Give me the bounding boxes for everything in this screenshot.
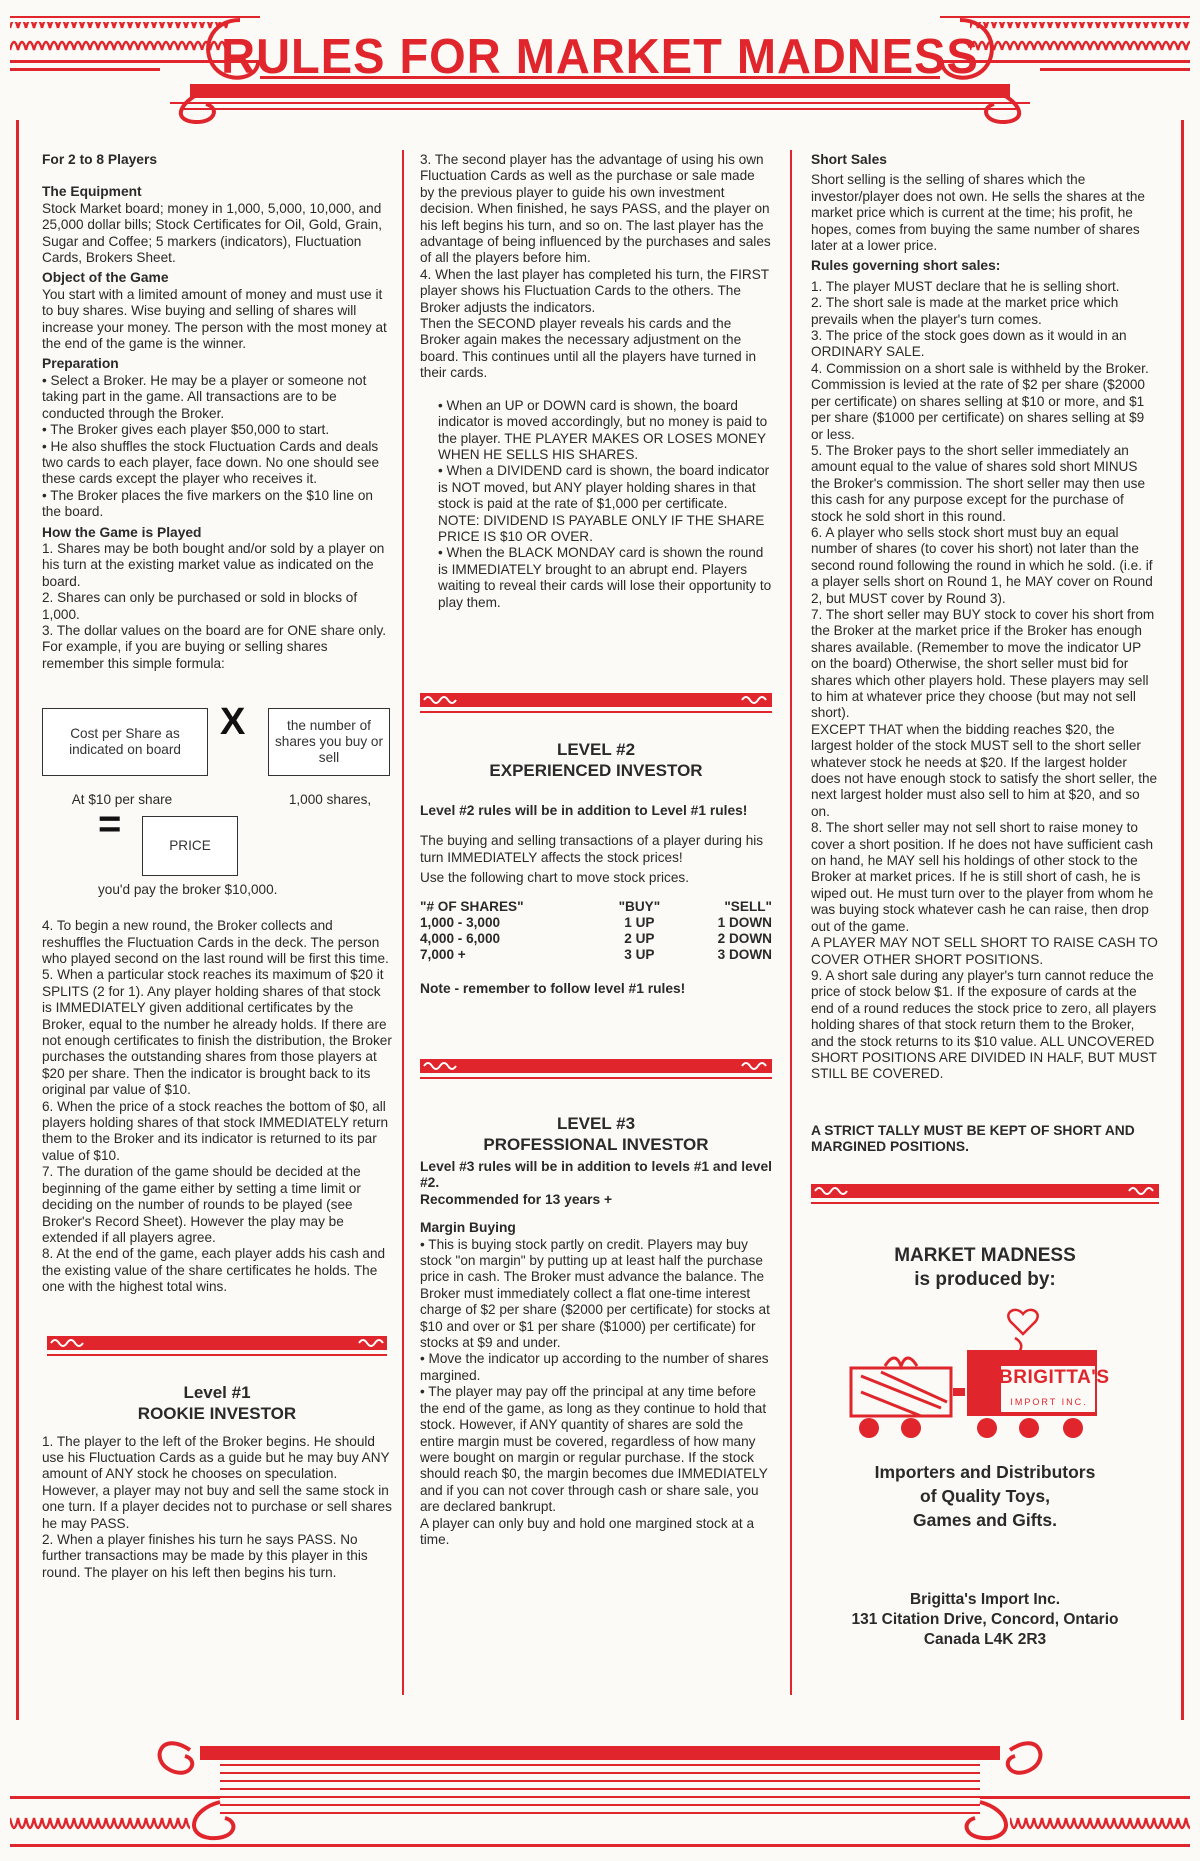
how-item: 4. To begin a new round, the Broker collects and reshuffles the Fluctuation Cards in the deck. The person who played second on the last round will be first this time. [42,918,389,966]
logo-brand-text: BRIGITTA'S [999,1366,1110,1388]
margin-item: • The player may pay off the principal at any time before the end of the game, as long as they continue to hold that stock. However, if ANY quantity of shares are sold the entire margin must be covered, regardless of how many were bought on margin or regular purchase. If the stock should reach $0, the margin becomes due IMMEDIATELY and if you can not cover through cash or share sale, you are declared bankrupt. [420,1384,768,1515]
margin-item: • Move the indicator up according to the number of shares margined. [420,1351,769,1383]
card-bullet: • When the BLACK MONDAY card is shown the round is IMMEDIATELY brought to an abrupt end. Players waiting to reveal their cards will lose their opportunity to play them. [438,545,772,610]
multiply-sign: X [220,701,246,744]
chart-row [420,915,772,931]
equipment-text: Stock Market board; money in 1,000, 5,000, 10,000, and 25,000 dollar bills; Stock Certificates for Oil, Gold, Grain, Sugar and Coffee; 5 markers (indicators), Fluctuation Cards, Brokers Sheet. [42,200,382,266]
ornament-divider [47,1330,387,1360]
level1-title: Level #1 [183,1382,251,1402]
ornament-divider [420,1053,772,1083]
ornament-divider [420,687,772,717]
margin-heading: Margin Buying [420,1220,516,1236]
column-right [811,152,1159,1650]
chart-header-cell: "# OF SHARES" [420,898,524,914]
card-bullets [420,398,772,611]
short-rule: 6. A player who sells stock short must buy an equal number of shares (to cover his short) not later than the second round following the round in which he sold. (i.e. if a player sells short on Round 1, he MAY cover on Round 2, but MUST cover by Round 3). [811,524,1153,606]
chart-cell: 1,000 - 3,000 [420,914,501,930]
level2-note: Level #2 rules will be in addition to Level #1 rules! [420,802,748,818]
how-item: 8. At the end of the game, each player adds his cash and the existing value of the share certificates he holds. The one with the highest total wins. [42,1246,386,1295]
short-rule: 7. The short seller may BUY stock to cover his short from the Broker at the market price if the Broker has enough shares available. (Remember to move the indicator UP on the board) Otherwise, the short seller must bid for shares which other players hold. These players may sell to him at whatever price they choose (but may not sell short). [811,606,1155,721]
address-line: 131 Citation Drive, Concord, Ontario [851,1610,1119,1628]
column-left [42,152,392,1581]
cost-per-share-box [42,708,208,776]
youd-pay-label: you'd pay the broker $10,000. [98,882,278,898]
short-rule: 3. The price of the stock goes down as it would in an ORDINARY SALE. [811,328,1127,360]
how-item: 1. Shares may be both bought and/or sold by a player on his turn at the existing market value as indicated on the board. [42,540,385,589]
column-divider-2 [790,150,792,1695]
price-formula [42,678,392,900]
footer-banner [10,1710,1190,1855]
level1-item: 1. The player to the left of the Broker begins. He should use his Fluctuation Cards as a guide but he may buy ANY amount of ANY stock he chooses on speculation. However, a player may not buy and sell the same stock in one turn. If a player decides not to purchase or sell shares he may PASS. [42,1433,392,1531]
how-heading: How the Game is Played [42,524,202,540]
chart-cell: 3 UP [624,946,655,962]
level2-text: Use the following chart to move stock prices. [420,870,689,886]
equipment-heading: The Equipment [42,184,142,200]
short-rule: 9. A short sale during any player's turn cannot reduce the price of stock below $1. If the exposure of cards at the end of a round reduces the stock price to zero, all players holding shares of that stock return them to the Broker, and the stock returns to its $10 value. ALL UNCOVERED SHORT POSITIONS ARE DIVIDED IN HALF, BUT MUST STILL BE COVERED. [811,967,1157,1082]
short-rule: EXCEPT THAT when the bidding reaches $20, the largest holder of the stock MUST sell to the short seller whatever stock he needs at $20. If the largest holder does not have enough stock to satisfy the short seller, the next largest holder must also sell to him at $20, and so on. [811,721,1158,819]
how-item: 7. The duration of the game should be decided at the beginning of the game either by setting a time limit or deciding on the number of rounds to be played (see Broker's Record Sheet). However the play may be extended if all players agree. [42,1164,361,1245]
short-rule: 1. The player MUST declare that he is selling short. [811,278,1120,294]
level1-item: 2. When a player finishes his turn he says PASS. No further transactions may be made by this player in this round. The player on his left then begins his turn. [42,1531,368,1580]
importers-line: Importers and Distributors [874,1461,1096,1482]
players-heading: For 2 to 8 Players [42,152,158,167]
number-of-shares-box [268,708,390,776]
prep-item: • Select a Broker. He may be a player or someone not taking part in the game. All transactions are to be conducted through the Broker. [42,372,367,421]
level2-note2: Note - remember to follow level #1 rules! [420,980,686,996]
address-line: Canada L4K 2R3 [923,1630,1047,1648]
address-line: Brigitta's Import Inc. [909,1590,1061,1608]
header-banner [10,10,1190,130]
card-bullet: • When an UP or DOWN card is shown, the board indicator is moved accordingly, but no money is paid to the player. THE PLAYER MAKES OR LOSES MONEY WHEN HE SELLS HIS SHARES. [438,397,768,462]
turn-item: Then the SECOND player reveals his cards and the Broker again makes the necessary adjustment on the board. This continues until all the players have turned in their cards. [420,316,757,381]
object-heading: Object of the Game [42,270,169,286]
cost-per-share-label: Cost per Share as indicated on board [69,726,181,758]
chart-header-row [420,899,772,915]
chart-row [420,931,772,947]
chart-cell: 4,000 - 6,000 [420,930,501,946]
chart-cell: 3 DOWN [717,946,772,962]
price-box [142,816,238,876]
turn-item: 4. When the last player has completed his turn, the FIRST player shows his Fluctuation Cards to the others. The Broker adjusts the indicators. [420,266,769,315]
short-rules-heading: Rules governing short sales: [811,258,1001,274]
level2-text: The buying and selling transactions of a player during his turn IMMEDIATELY affects the stock prices! [420,833,764,865]
right-border-line [1181,120,1184,1720]
price-label: PRICE [169,838,211,854]
short-sales-heading: Short Sales [811,152,887,167]
short-sales-text: Short selling is the selling of shares which the investor/player does not own. He sells the shares at the market price which is current at the time; his profit, he hopes, comes from buying the same number of shares later at a lower price. [811,172,1145,254]
how-item: 5. When a particular stock reaches its maximum of $20 it SPLITS (2 for 1). Any player holding shares of that stock is IMMEDIATELY given additional certificates by the Broker, equal to the number he already holds. If there are not enough certificates to finish the distribution, the Broker purchases the outstanding shares from those players at $20 per share. Then the indicator is brought back to its original par value of $10. [42,967,392,1098]
chart-cell: 1 UP [624,914,655,930]
chart-row [420,947,772,963]
produced-subtitle: is produced by: [914,1268,1056,1290]
short-rule: 5. The Broker pays to the short seller immediately an amount equal to the value of shares sold short MINUS the Broker's commission. The short seller may then use this cash for any purpose except for the purchase of stock he sold short in this round. [811,442,1146,524]
level1-subtitle: ROOKIE INVESTOR [137,1403,297,1423]
importers-line: Games and Gifts. [913,1509,1057,1530]
left-border-line [16,120,19,1720]
prep-item: • The Broker places the five markers on the $10 line on the board. [42,487,373,520]
column-middle [420,152,772,1548]
column-divider-1 [402,150,404,1695]
chart-cell: 2 DOWN [717,930,772,946]
short-rule: 4. Commission on a short sale is withheld by the Broker. Commission is levied at the rate of $2 per share ($2000 per certificate) on shares selling at $10 or more, and $1 per share ($1000 per certificate) on shares selling at $9 or less. [811,360,1149,442]
chart-cell: 1 DOWN [717,914,772,930]
preparation-heading: Preparation [42,356,119,372]
ornament-divider [811,1178,1159,1208]
level3-recommended: Recommended for 13 years + [420,1191,613,1207]
brigittas-logo [811,1302,1159,1442]
how-item: 3. The dollar values on the board are for ONE share only. For example, if you are buying or selling shares remember this simple formula: [42,622,387,671]
logo-sub-text: IMPORT INC. [1010,1396,1088,1407]
produced-title: MARKET MADNESS [894,1244,1076,1266]
short-rule: A PLAYER MAY NOT SELL SHORT TO RAISE CASH TO COVER OTHER SHORT POSITIONS. [811,935,1158,967]
number-of-shares-label: the number of shares you buy or sell [274,718,384,766]
level3-note: Level #3 rules will be in addition to levels #1 and level #2. [420,1159,772,1191]
turn-item: 3. The second player has the advantage of using his own Fluctuation Cards as well as the purchase or sale made by the previous player to guide his own investment decision. When finished, he says PASS, and the player on his left begins his turn, and so on. The last player has the advantage of being influenced by the purchases and sales of all the players before him. [420,152,771,266]
importers-line: of Quality Toys, [920,1485,1050,1506]
page-title: RULES FOR MARKET MADNESS [221,27,979,84]
level3-title: LEVEL #3 [556,1114,636,1133]
how-item: 6. When the price of a stock reaches the bottom of $0, all players holding shares of that stock IMMEDIATELY return them to the Broker and its indicator is returned to its par value of $10. [42,1098,389,1163]
prep-item: • The Broker gives each player $50,000 to start. [42,422,330,438]
prep-item: • He also shuffles the stock Fluctuation Cards and deals two cards to each player, face down. No one should see these cards except the player who receives it. [42,438,380,487]
shares-1000-label: 1,000 shares, [288,792,372,808]
at-10-label: At $10 per share [71,792,173,808]
level2-title: LEVEL #2 [556,739,636,759]
chart-header-cell: "SELL" [724,898,772,914]
chart-cell: 7,000 + [420,946,466,962]
tally-note: A STRICT TALLY MUST BE KEPT OF SHORT AND MARGINED POSITIONS. [811,1122,1135,1155]
level2-subtitle: EXPERIENCED INVESTOR [489,760,703,780]
short-rule: 2. The short sale is made at the market price which prevails when the player's turn comes. [811,295,1119,327]
object-text: You start with a limited amount of money and must use it to buy shares. Wise buying and selling of shares will increase your money. The person with the most money at the end of the game is the winner. [42,286,387,352]
card-bullet: • When a DIVIDEND card is shown, the board indicator is NOT moved, but ANY player holding shares in that stock is paid at the rate of $1,000 per certificate. NOTE: DIVIDEND IS PAYABLE ONLY IF THE SHARE PRICE IS $10 OR OVER. [438,463,770,544]
footer-ornament-graphic [10,1710,1190,1855]
level3-subtitle: PROFESSIONAL INVESTOR [483,1135,709,1154]
margin-item: • This is buying stock partly on credit. Players may buy stock "on margin" by putting up at least half the purchase price in cash. The Broker must advance the balance. The Broker must immediately collect a flat one-time interest charge of $2 per share ($2000 per certificate) for stocks at $10 and over or $1 per share ($1000) per certificate) for stocks at $9 and under. [420,1236,770,1351]
chart-cell: 2 UP [624,930,655,946]
margin-item: A player can only buy and hold one margined stock at a time. [420,1515,755,1547]
short-rule: 8. The short seller may not sell short to raise money to cover a short position. If he does not have sufficient cash on hand, he MAY sell his holdings of other stock to the Broker at market prices. If he is still short of cash, he is wiped out. He must turn over to the player from whom he was buying stock whatever cash he can raise, then drop out of the game. [811,820,1154,934]
chart-header-cell: "BUY" [618,898,661,914]
price-move-chart [420,899,772,963]
how-item: 2. Shares can only be purchased or sold in blocks of 1,000. [42,590,358,622]
equals-sign: = [98,802,122,847]
